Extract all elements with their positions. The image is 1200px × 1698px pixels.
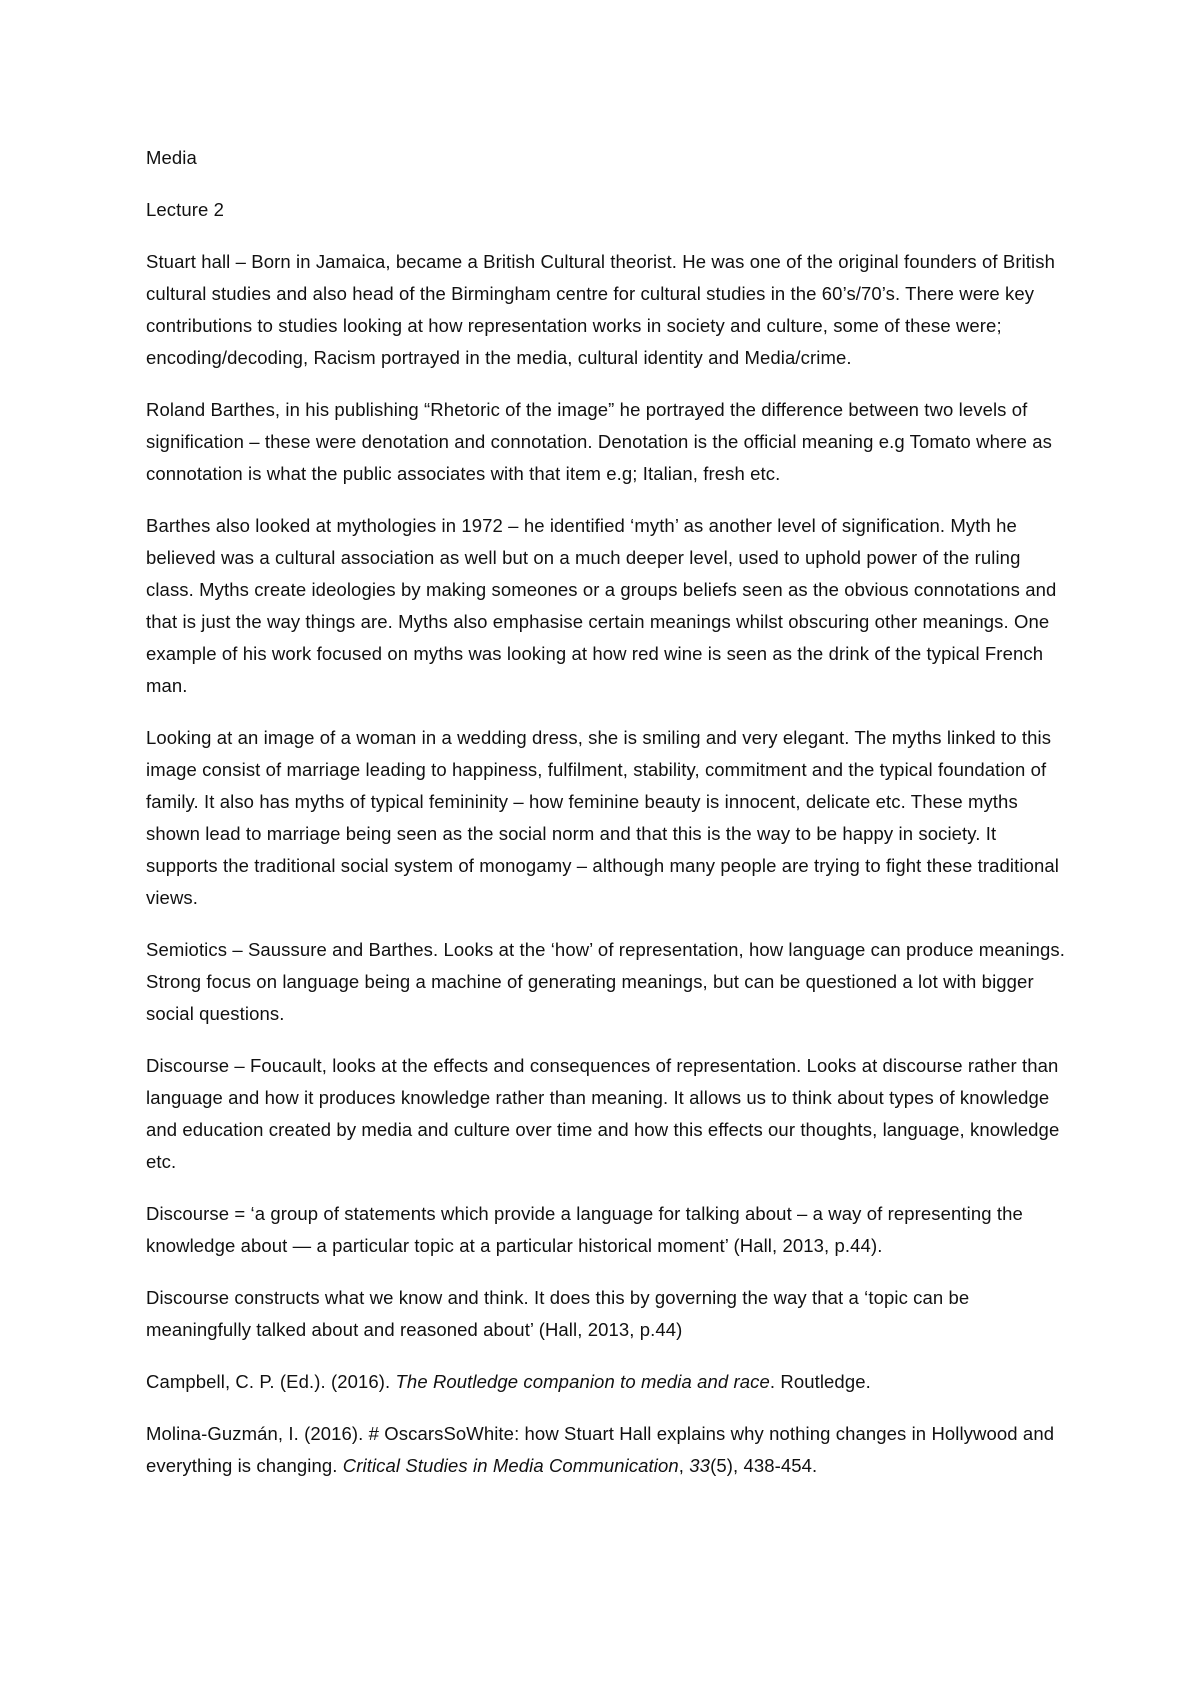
reference-molina-guzman [146, 1418, 1066, 1482]
document-title: Media [146, 147, 197, 168]
paragraph-roland-barthes: Roland Barthes, in his publishing “Rhetoric of the image” he portrayed the difference between two levels of signification – these were denotation and connotation. Denotation is the official meaning e.g Tomato where as connotation is what the public associates with that item e.g; Italian, fresh etc. [146, 399, 1052, 484]
paragraph-semiotics: Semiotics – Saussure and Barthes. Looks at the ‘how’ of representation, how language can produce meanings. Strong focus on language being a machine of generating meanings, but can be questioned a lot with bigger social questions. [146, 939, 1066, 1024]
reference-campbell-prefix: Campbell, C. P. (Ed.). (2016). [146, 1371, 396, 1392]
paragraph-wedding-dress: Looking at an image of a woman in a wedding dress, she is smiling and very elegant. The myths linked to this image consist of marriage leading to happiness, fulfilment, stability, commitment and the typical foundation of family. It also has myths of typical femininity – how feminine beauty is innocent, delicate etc. These myths shown lead to marriage being seen as the social norm and that this is the way to be happy in society. It supports the traditional social system of monogamy – although many people are trying to fight these traditional views. [146, 727, 1059, 908]
paragraph-discourse-definition: Discourse = ‘a group of statements which provide a language for talking about – a way of representing the knowledge about — a particular topic at a particular historical moment’ (Hall, 2013, p.44). [146, 1203, 1023, 1256]
reference-molina-prefix: Molina-Guzmán, I. (2016). # OscarsSoWhite: how Stuart Hall explains why nothing changes in Hollywood and everything is changing. [146, 1423, 1055, 1476]
reference-campbell-suffix: . Routledge. [769, 1371, 871, 1392]
paragraph-discourse-constructs: Discourse constructs what we know and think. It does this by governing the way that a ‘topic can be meaningfully talked about and reasoned about’ (Hall, 2013, p.44) [146, 1287, 970, 1340]
paragraph-mythologies: Barthes also looked at mythologies in 1972 – he identified ‘myth’ as another level of signification. Myth he believed was a cultural association as well but on a much deeper level, used to uphold power of the ruling class. Myths create ideologies by making someones or a groups beliefs seen as the obvious connotations and that is just the way things are. Myths also emphasise certain meanings whilst obscuring other meanings. One example of his work focused on myths was looking at how red wine is seen as the drink of the typical French man. [146, 515, 1057, 696]
reference-molina-mid: , [678, 1455, 690, 1476]
document-body [146, 142, 1066, 1502]
document-subtitle: Lecture 2 [146, 199, 225, 220]
reference-campbell [146, 1366, 1066, 1398]
reference-molina-journal: Critical Studies in Media Communication [342, 1455, 679, 1476]
paragraph-stuart-hall: Stuart hall – Born in Jamaica, became a British Cultural theorist. He was one of the original founders of British cultural studies and also head of the Birmingham centre for cultural studies in the 60’s/70’s. There were key contributions to studies looking at how representation works in society and culture, some of these were; encoding/decoding, Racism portrayed in the media, cultural identity and Media/crime. [146, 251, 1055, 368]
paragraph-discourse-foucault: Discourse – Foucault, looks at the effects and consequences of representation. Looks at discourse rather than language and how it produces knowledge rather than meaning. It allows us to think about types of knowledge and education created by media and culture over time and how this effects our thoughts, language, knowledge etc. [146, 1055, 1060, 1172]
reference-molina-suffix: (5), 438-454. [710, 1455, 818, 1476]
reference-campbell-title: The Routledge companion to media and race [395, 1371, 770, 1392]
reference-molina-volume: 33 [689, 1455, 711, 1476]
